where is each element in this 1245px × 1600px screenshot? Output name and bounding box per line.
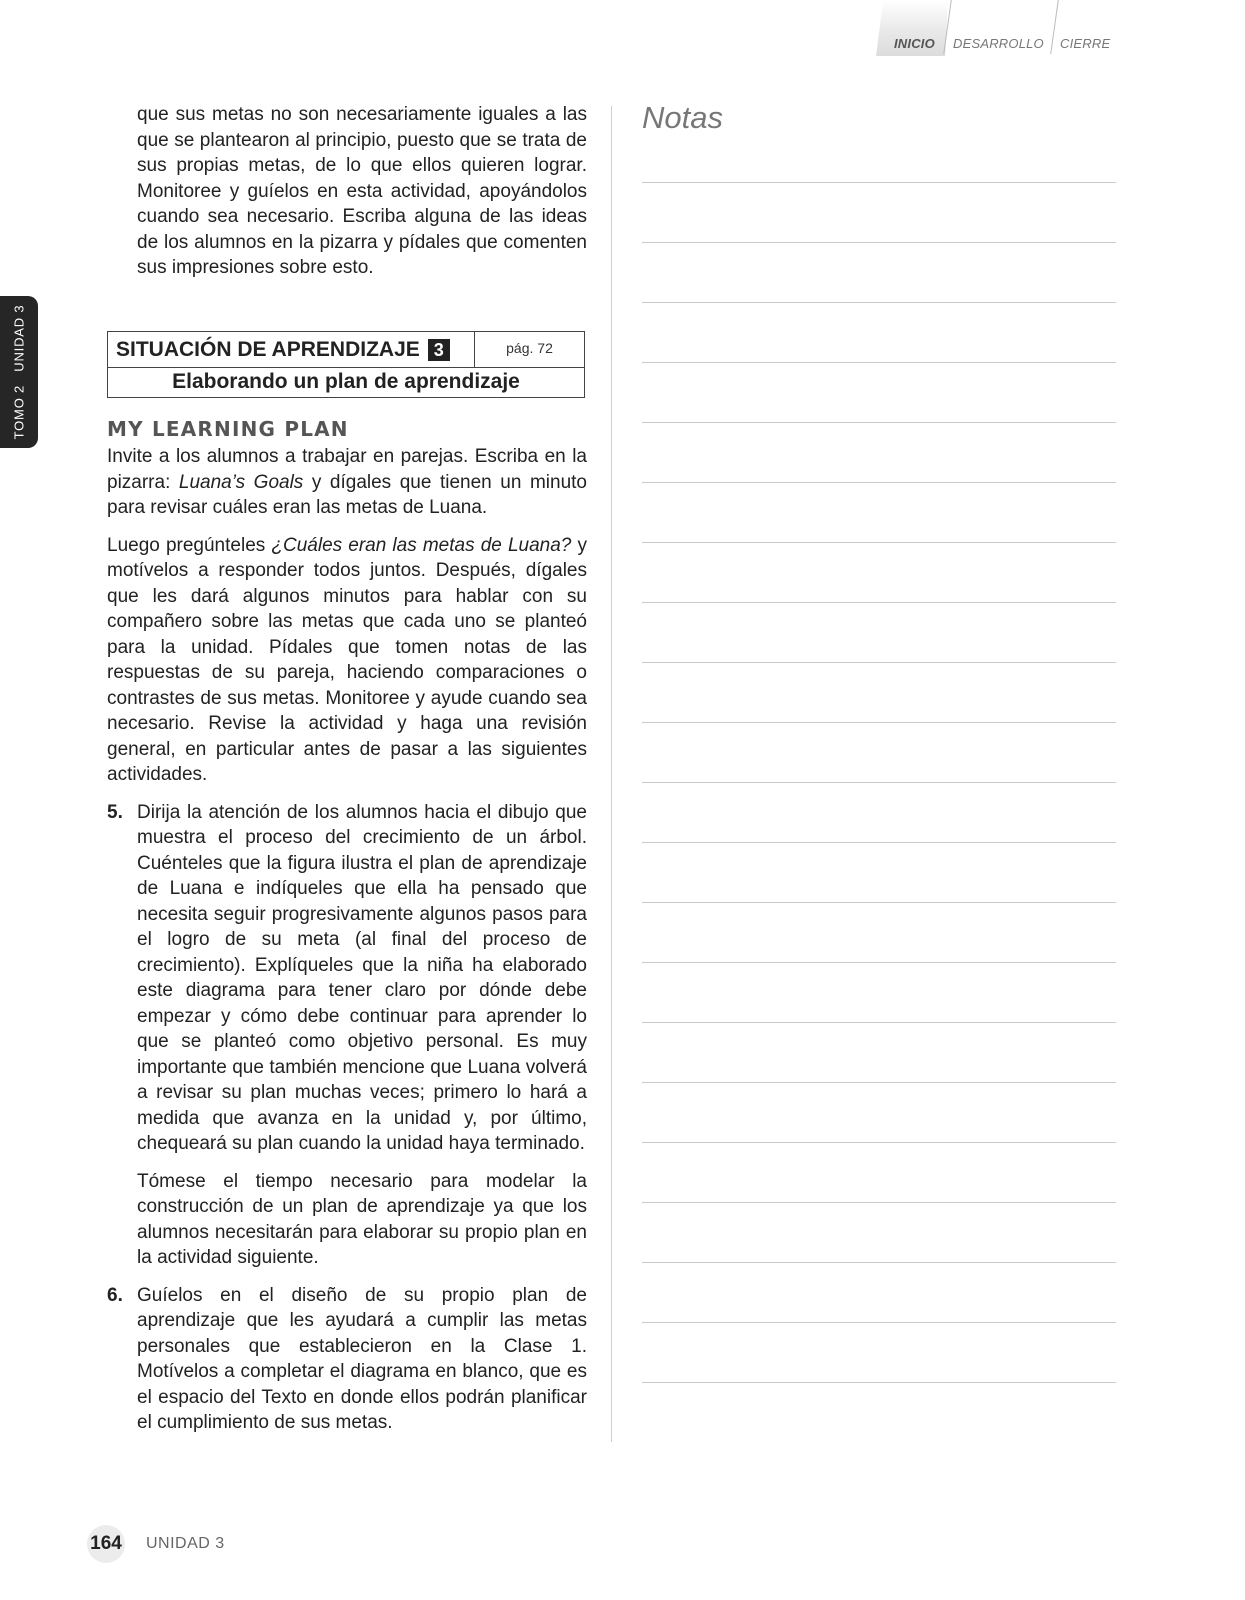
note-line [642,1082,1116,1083]
footer-unit-label: UNIDAD 3 [146,1535,225,1552]
page-reference: pág. 72 [506,340,553,356]
note-line [642,842,1116,843]
volume-unit-label: TOMO 2 UNIDAD 3 [11,304,27,440]
list-item-followup: Tómese el tiempo necesario para modelar la construcción de un plan de aprendizaje ya que los alumnos necesitarán para elaborar su propio plan en la actividad siguiente. [137,1170,587,1268]
note-line [642,662,1116,663]
note-line [642,1142,1116,1143]
paragraph-discussion: Luego pregúnteles ¿Cuáles eran las metas de Luana? y motívelos a responder todos juntos. Después, dígales que les dará algunos minutos para hablar con su compañero sobre las metas que cada uno se planteó para la unidad. Pídales que tomen notas de las respuestas de su pareja, haciendo comparaciones o contrastes de sus metas. Monitoree y ayude cuando sea necesario. Revise la actividad y haga una revisión general, en particular antes de pasar a las siguientes actividades. [107,534,588,785]
stage-cierre: CIERRE [1060,36,1111,51]
learning-situation-box [107,331,585,398]
situation-number-badge: 3 [428,339,450,361]
stage-inicio: INICIO [894,36,935,51]
intro-paragraph: que sus metas no son necesariamente iguales a las que se plantearon al principio, puesto que se trata de sus propias metas, de lo que ellos quieren lograr. Monitoree y guíelos en esta actividad, apoyándolos cuando sea necesario. Escriba alguna de las ideas de los alumnos en la pizarra y pídales que comenten sus impresiones sobre esto. [137,104,587,278]
section-heading: MY LEARNING PLAN [107,417,349,441]
notes-title: Notas [642,100,723,135]
paragraph-pairs: Invite a los alumnos a trabajar en parejas. Escriba en la pizarra: Luana’s Goals y dígales que tienen un minuto para revisar cuáles eran las metas de Luana. [107,446,587,518]
note-line [642,1382,1116,1383]
note-line [642,422,1116,423]
note-line [642,1202,1116,1203]
list-item [107,800,587,1157]
list-item-number: 6. [107,1284,123,1306]
note-line [642,1022,1116,1023]
note-line [642,722,1116,723]
page-number: 164 [87,1525,125,1563]
list-item-number: 5. [107,801,123,823]
list-item-text: Dirija la atención de los alumnos hacia el dibujo que muestra el proceso del crecimiento de un árbol. Cuénteles que la figura ilustra el plan de aprendizaje de Luana e indíqueles que ella ha pensado que necesita seguir progresivamente algunos pasos para el logro de su meta (al final del proceso de crecimiento). Explíqueles que la niña ha elaborado este diagrama para tener claro por dónde debe empezar y cómo debe continuar para aprender lo que se planteó como objetivo personal. Es muy importante que también mencione que Luana volverá a revisar su plan muchas veces; primero lo hará a medida que avanza en la unidad y, por último, chequeará su plan cuando la unidad haya terminado. [137,801,587,1154]
list-item [107,1283,587,1436]
note-line [642,602,1116,603]
list-item-text: Guíelos en el diseño de su propio plan de aprendizaje que les ayudará a cumplir las metas personales que establecieron en la Clase 1. Motívelos a completar el diagrama en blanco, que es el espacio del Texto en donde ellos podrán planificar el cumplimiento de sus metas. [137,1284,587,1433]
note-line [642,242,1116,243]
note-line [642,1262,1116,1263]
stage-navigation [876,0,1141,58]
note-line [642,482,1116,483]
volume-unit-tab [0,296,38,448]
intro-block [107,102,587,293]
note-line [642,542,1116,543]
learning-situation-subtitle: Elaborando un plan de aprendizaje [172,370,520,393]
note-line [642,182,1116,183]
column-divider [611,106,612,1442]
main-body [107,444,587,1448]
learning-situation-title: SITUACIÓN DE APRENDIZAJE 3 [108,332,475,367]
stage-divider [1050,0,1059,54]
note-line [642,1322,1116,1323]
note-line [642,782,1116,783]
note-line [642,302,1116,303]
note-line [642,962,1116,963]
note-line [642,902,1116,903]
stage-desarrollo: DESARROLLO [953,36,1044,51]
note-line [642,362,1116,363]
